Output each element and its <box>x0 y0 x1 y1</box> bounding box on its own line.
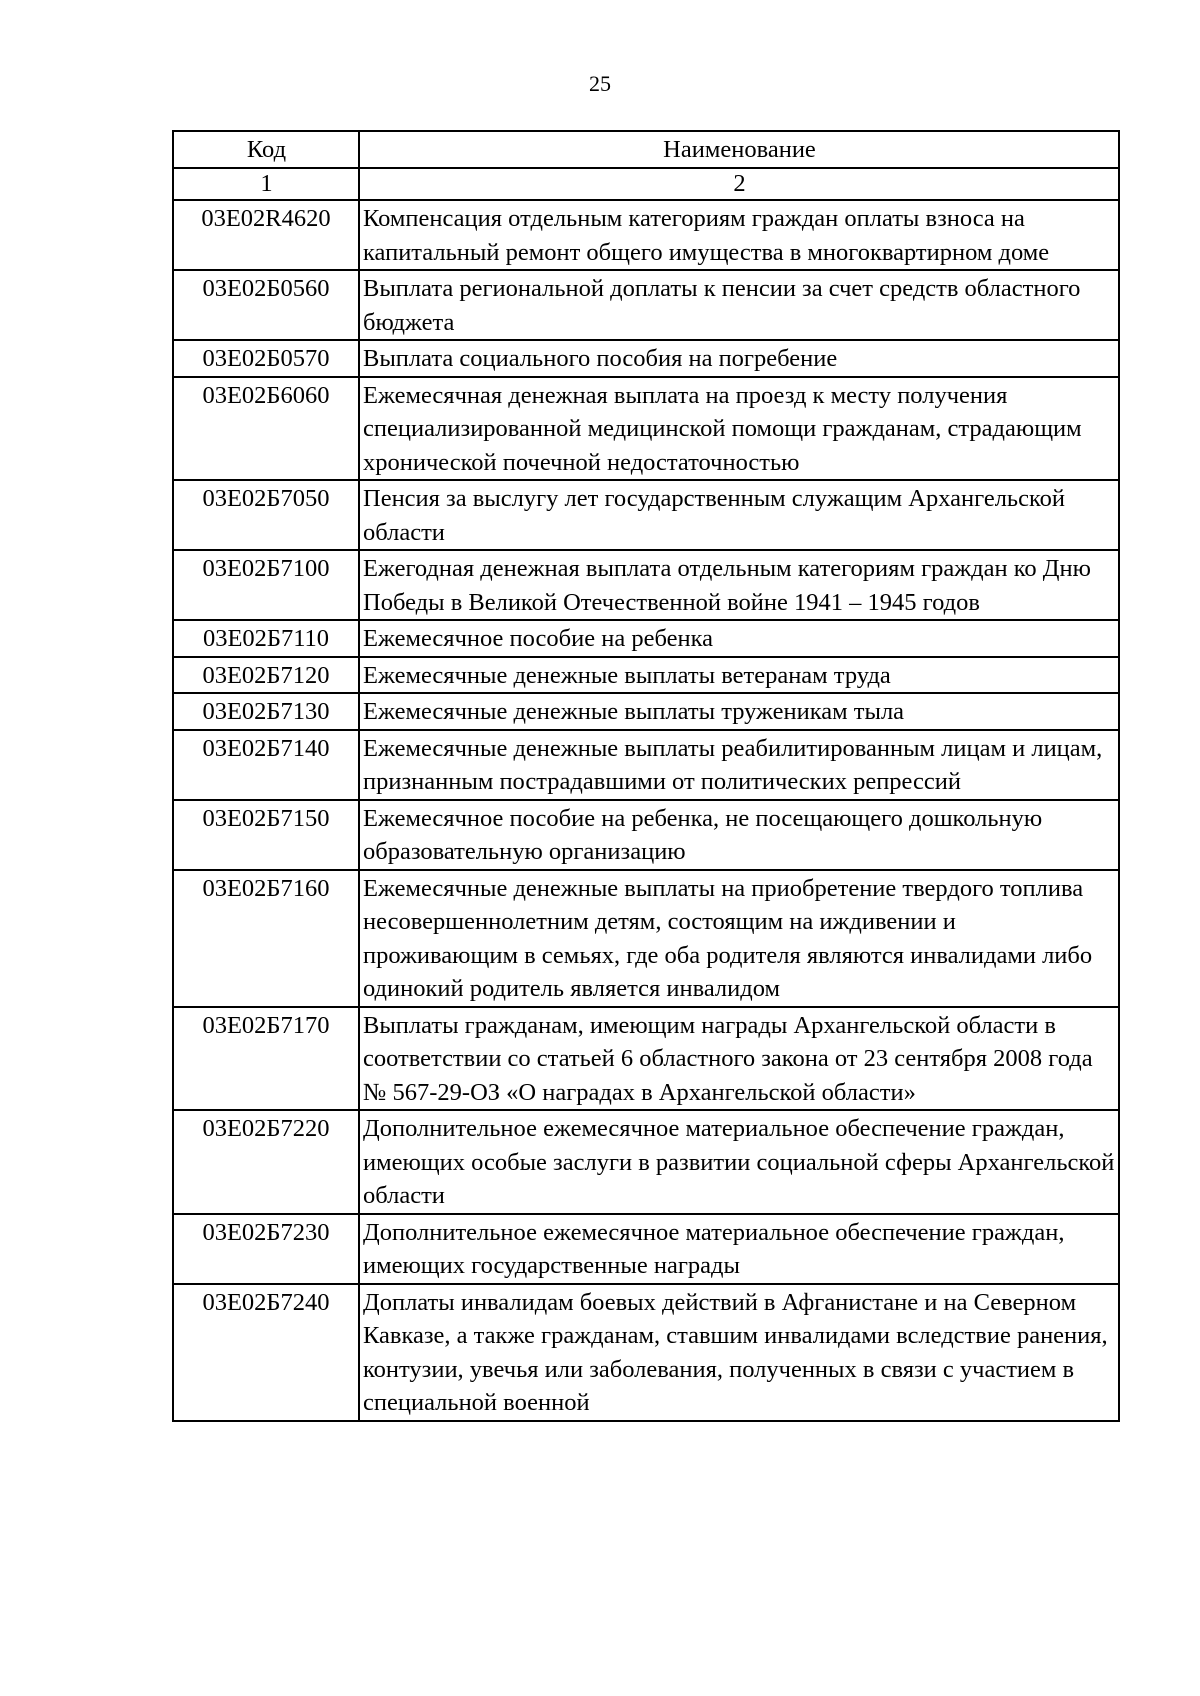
name-cell: Ежемесячное пособие на ребенка, не посещающего дошкольную образовательную организацию <box>359 800 1119 870</box>
name-cell: Ежемесячные денежные выплаты ветеранам труда <box>359 657 1119 694</box>
name-cell: Дополнительное ежемесячное материальное обеспечение граждан, имеющих государственные награды <box>359 1214 1119 1284</box>
name-cell: Ежемесячные денежные выплаты труженикам тыла <box>359 693 1119 730</box>
code-cell: 03Е02Б7100 <box>173 550 359 620</box>
name-cell: Пенсия за выслугу лет государственным служащим Архангельской области <box>359 480 1119 550</box>
table-row <box>173 1214 1119 1284</box>
name-cell: Дополнительное ежемесячное материальное обеспечение граждан, имеющих особые заслуги в развитии социальной сферы Архангельской области <box>359 1110 1119 1214</box>
column-number-2: 2 <box>359 168 1119 200</box>
table-row <box>173 377 1119 481</box>
table-row <box>173 620 1119 657</box>
name-cell: Ежегодная денежная выплата отдельным категориям граждан ко Дню Победы в Великой Отечественной войне 1941 – 1945 годов <box>359 550 1119 620</box>
table-row <box>173 800 1119 870</box>
table-header-row <box>173 131 1119 168</box>
name-cell: Выплаты гражданам, имеющим награды Архангельской области в соответствии со статьей 6 областного закона от 23 сентября 2008 года № 567-29-ОЗ «О наградах в Архангельской области» <box>359 1007 1119 1111</box>
page-number: 25 <box>589 71 611 96</box>
name-cell: Доплаты инвалидам боевых действий в Афганистане и на Северном Кавказе, а также гражданам, ставшим инвалидами вследствие ранения, контузии, увечья или заболевания, полученных в связи с участием в специальной военной <box>359 1284 1119 1421</box>
column-number-1: 1 <box>173 168 359 200</box>
table-body <box>173 200 1119 1421</box>
table-row <box>173 1110 1119 1214</box>
code-cell: 03Е02R4620 <box>173 200 359 270</box>
name-cell: Компенсация отдельным категориям граждан оплаты взноса на капитальный ремонт общего имущества в многоквартирном доме <box>359 200 1119 270</box>
code-cell: 03Е02Б7160 <box>173 870 359 1007</box>
code-cell: 03Е02Б7110 <box>173 620 359 657</box>
table-row <box>173 1284 1119 1421</box>
name-cell: Ежемесячное пособие на ребенка <box>359 620 1119 657</box>
code-cell: 03Е02Б7150 <box>173 800 359 870</box>
code-cell: 03Е02Б7130 <box>173 693 359 730</box>
table-row <box>173 550 1119 620</box>
code-cell: 03Е02Б6060 <box>173 377 359 481</box>
table-row <box>173 870 1119 1007</box>
table-row <box>173 1007 1119 1111</box>
code-cell: 03Е02Б0560 <box>173 270 359 340</box>
codes-table <box>172 130 1120 1422</box>
table-row <box>173 657 1119 694</box>
header-name: Наименование <box>359 131 1119 168</box>
header-code: Код <box>173 131 359 168</box>
name-cell: Ежемесячная денежная выплата на проезд к месту получения специализированной медицинской помощи гражданам, страдающим хронической почечной недостаточностью <box>359 377 1119 481</box>
code-cell: 03Е02Б7140 <box>173 730 359 800</box>
table-row <box>173 340 1119 377</box>
code-cell: 03Е02Б7050 <box>173 480 359 550</box>
name-cell: Выплата социального пособия на погребение <box>359 340 1119 377</box>
name-cell: Ежемесячные денежные выплаты на приобретение твердого топлива несовершеннолетним детям, состоящим на иждивении и проживающим в семьях, где оба родителя являются инвалидами либо одинокий родитель является инвалидом <box>359 870 1119 1007</box>
name-cell: Выплата региональной доплаты к пенсии за счет средств областного бюджета <box>359 270 1119 340</box>
table-row <box>173 730 1119 800</box>
code-cell: 03Е02Б7120 <box>173 657 359 694</box>
code-cell: 03Е02Б7240 <box>173 1284 359 1421</box>
code-cell: 03Е02Б0570 <box>173 340 359 377</box>
code-cell: 03Е02Б7230 <box>173 1214 359 1284</box>
code-cell: 03Е02Б7220 <box>173 1110 359 1214</box>
table-row <box>173 693 1119 730</box>
code-cell: 03Е02Б7170 <box>173 1007 359 1111</box>
table-row <box>173 200 1119 270</box>
table-row <box>173 270 1119 340</box>
name-cell: Ежемесячные денежные выплаты реабилитированным лицам и лицам, признанным пострадавшими от политических репрессий <box>359 730 1119 800</box>
table-row <box>173 480 1119 550</box>
column-number-row <box>173 168 1119 200</box>
